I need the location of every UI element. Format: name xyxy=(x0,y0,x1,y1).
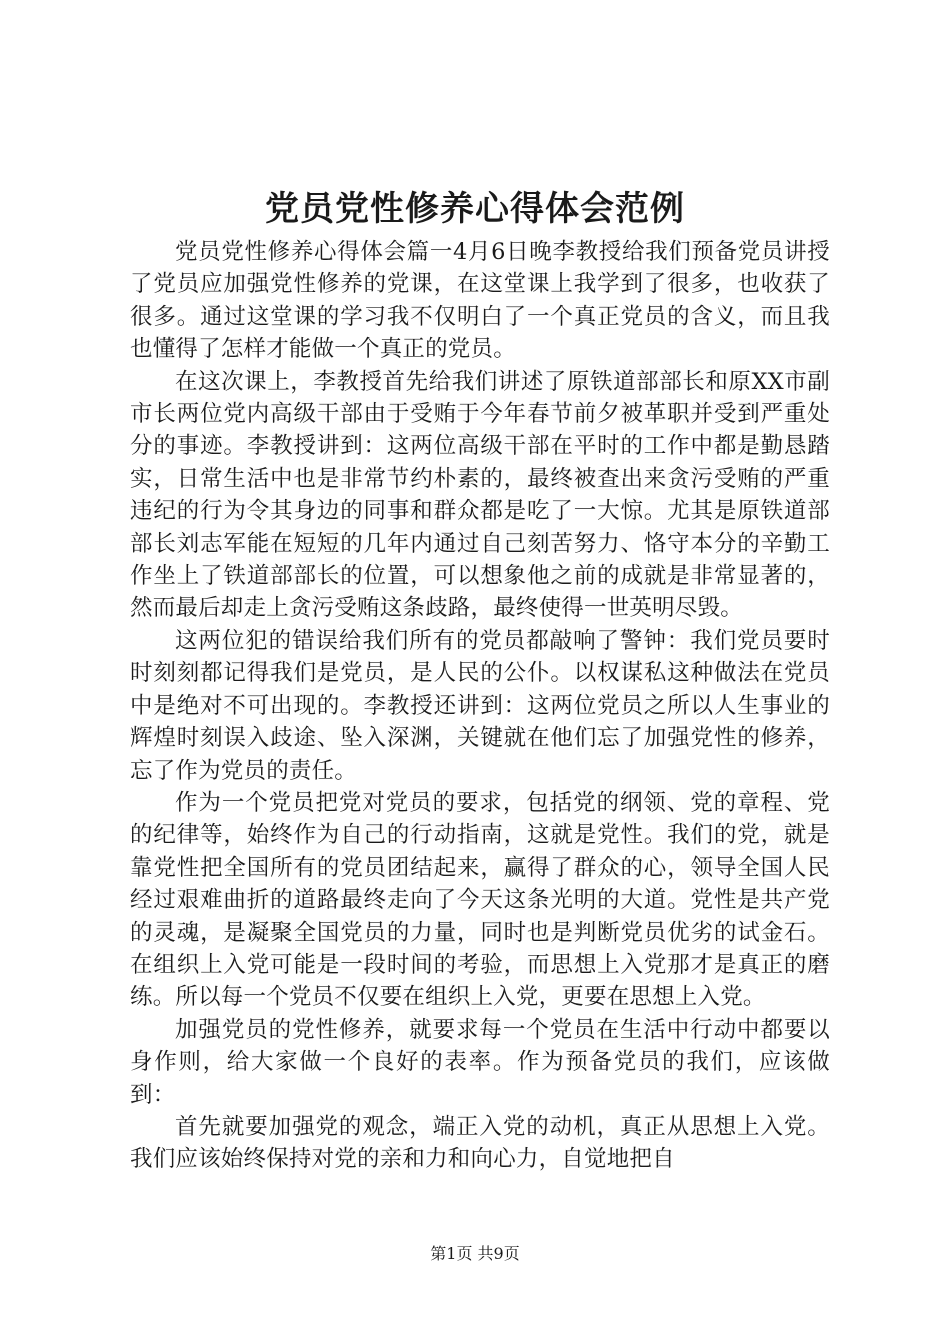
paragraph-3: 这两位犯的错误给我们所有的党员都敲响了警钟：我们党员要时时刻刻都记得我们是党员，是人民的公仆。以权谋私这种做法在党员中是绝对不可出现的。李教授还讲到：这两位党员之所以人生事业的辉煌时刻误入歧途、坠入深渊，关键就在他们忘了加强党性的修养，忘了作为党员的责任。 xyxy=(130,627,830,784)
document-body xyxy=(130,236,830,1176)
paragraph-4: 作为一个党员把党对党员的要求，包括党的纲领、党的章程、党的纪律等，始终作为自己的行动指南，这就是党性。我们的党，就是靠党性把全国所有的党员团结起来，赢得了群众的心，领导全国人民经过艰难曲折的道路最终走向了今天这条光明的大道。党性是共产党的灵魂，是凝聚全国党员的力量，同时也是判断党员优劣的试金石。在组织上入党可能是一段时间的考验，而思想上入党那才是真正的磨练。所以每一个党员不仅要在组织上入党，更要在思想上入党。 xyxy=(130,789,830,1011)
document-title: 党员党性修养心得体会范例 xyxy=(265,189,685,229)
page-footer: 第1页 共9页 xyxy=(430,1244,520,1263)
paragraph-6: 首先就要加强党的观念，端正入党的动机，真正从思想上入党。我们应该始终保持对党的亲和力和向心力，自觉地把自 xyxy=(130,1113,830,1173)
paragraph-1: 党员党性修养心得体会篇一4月6日晚李教授给我们预备党员讲授了党员应加强党性修养的党课，在这堂课上我学到了很多，也收获了很多。通过这堂课的学习我不仅明白了一个真正党员的含义，而且我也懂得了怎样才能做一个真正的党员。 xyxy=(130,239,830,363)
paragraph-2: 在这次课上，李教授首先给我们讲述了原铁道部部长和原XX市副市长两位党内高级干部由于受贿于今年春节前夕被革职并受到严重处分的事迹。李教授讲到：这两位高级干部在平时的工作中都是勤恳踏实，日常生活中也是非常节约朴素的，最终被查出来贪污受贿的严重违纪的行为令其身边的同事和群众都是吃了一大惊。尤其是原铁道部部长刘志军能在短短的几年内通过自己刻苦努力、恪守本分的辛勤工作坐上了铁道部部长的位置，可以想象他之前的成就是非常显著的，然而最后却走上贪污受贿这条歧路，最终使得一世英明尽毁。 xyxy=(130,368,830,622)
paragraph-5: 加强党员的党性修养，就要求每一个党员在生活中行动中都要以身作则，给大家做一个良好的表率。作为预备党员的我们，应该做到： xyxy=(130,1016,830,1108)
